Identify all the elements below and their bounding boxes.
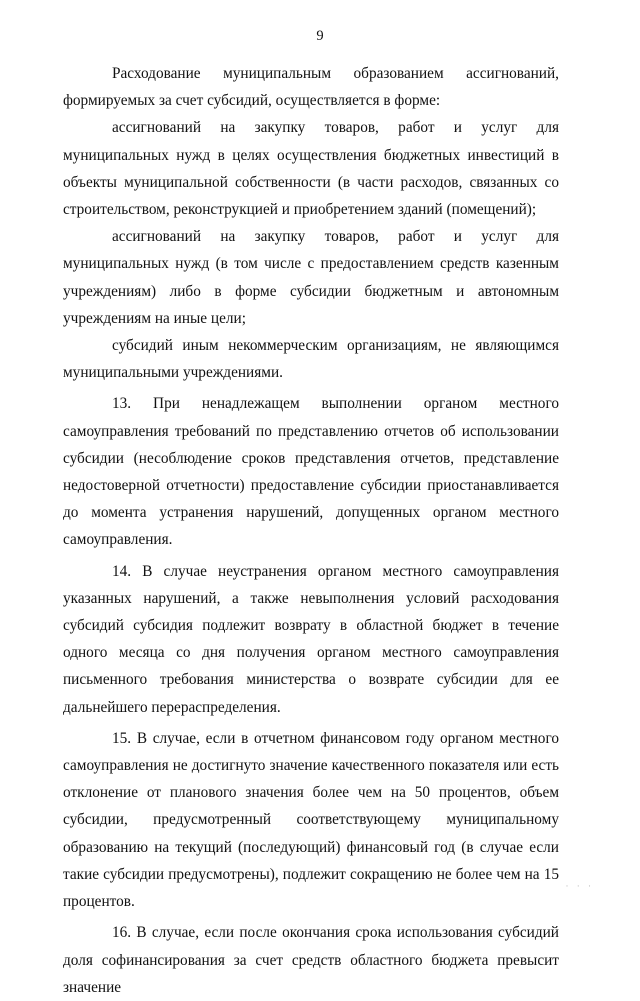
- paragraph-item-13: 13. При ненадлежащем выполнении органом местного самоуправления требований по представлению отчетов об использовании субсидии (несоблюдение сроков представления отчетов, представление недостоверной отчетности) предоставление субсидии приостанавливается до момента устранения нарушений, допущенных органом местного самоуправления.: [63, 395, 559, 549]
- paragraph-item-16: 16. В случае, если после окончания срока использования субсидий доля софинансирования за счет средств областного бюджета превысит значение: [63, 924, 559, 996]
- paragraph-item-14: 14. В случае неустранения органом местного самоуправления указанных нарушений, а также невыполнения условий расходования субсидий субсидия подлежит возврату в областной бюджет в течение одного месяца со дня получения органом местного самоуправления письменного требования министерства о возврате субсидии для ее дальнейшего перераспределения.: [63, 562, 559, 716]
- paragraph-procurement-investments: ассигнований на закупку товаров, работ и услуг для муниципальных нужд в целях осуществления бюджетных инвестиций в объекты муниципальной собственности (в части расходов, связанных со строительством, реконструкцией и приобретением зданий (помещений);: [63, 119, 559, 219]
- page-number: 9: [316, 28, 324, 44]
- paragraph-item-15: 15. В случае, если в отчетном финансовом году органом местного самоуправления не достигнуто значение качественного показателя или есть отклонение от планового значения более чем на 50 процентов, объем субсидии, предусмотренный соответствующему муниципальному образованию на текущий (последующий) финансовый год (в случае если такие субсидии предусмотрены), подлежит сокращению не более чем на 15 процентов.: [63, 729, 559, 911]
- scan-smudge: · · ·: [565, 881, 594, 891]
- document-body: [63, 60, 559, 1001]
- paragraph-nonprofit-subsidies: субсидий иным некоммерческим организациям, не являющимся муниципальными учреждениями.: [63, 337, 559, 382]
- paragraph-spending-forms: Расходование муниципальным образованием ассигнований, формируемых за счет субсидий, осуществляется в форме:: [63, 65, 559, 110]
- paragraph-procurement-needs: ассигнований на закупку товаров, работ и услуг для муниципальных нужд (в том числе с предоставлением средств казенным учреждениям) либо в форме субсидии бюджетным и автономным учреждениям на иные цели;: [63, 228, 559, 327]
